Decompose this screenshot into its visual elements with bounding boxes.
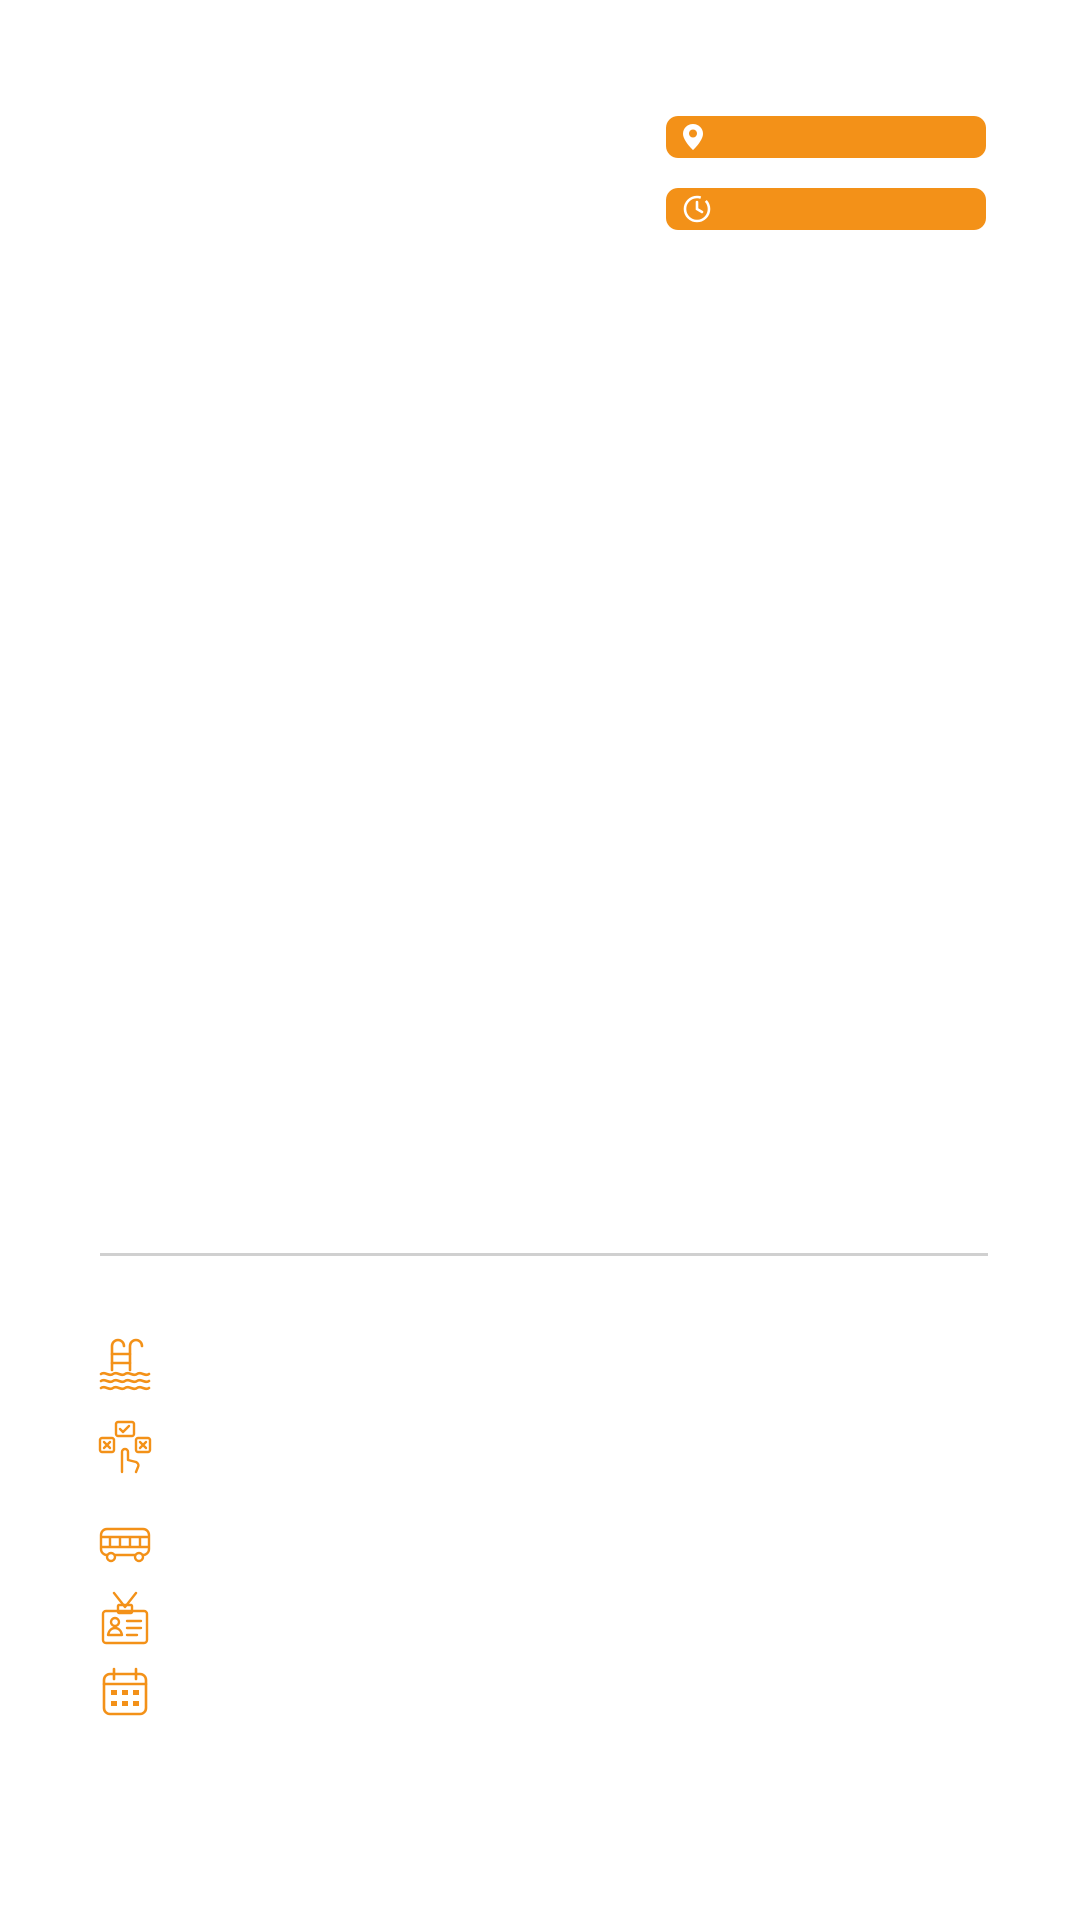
section-divider (100, 1253, 988, 1256)
bus-icon (96, 1516, 154, 1574)
time-label (666, 164, 986, 188)
tour-description (100, 300, 1000, 340)
clock-icon (682, 194, 712, 224)
guide-badge-icon (96, 1589, 154, 1647)
time-info (666, 164, 986, 230)
feature-item-schedule (96, 1663, 996, 1721)
pool-ladder-icon (96, 1335, 154, 1393)
calendar-icon (96, 1663, 154, 1721)
feature-item-guide (96, 1589, 996, 1647)
distance-info (666, 92, 986, 158)
feature-item-pool (96, 1335, 996, 1393)
location-pin-icon (682, 123, 704, 151)
time-badge (666, 188, 986, 230)
buggy-choice-icon (96, 1418, 154, 1476)
distance-label (666, 92, 986, 116)
distance-badge (666, 116, 986, 158)
feature-item-transport (96, 1516, 996, 1574)
feature-item-buggy (96, 1418, 996, 1476)
